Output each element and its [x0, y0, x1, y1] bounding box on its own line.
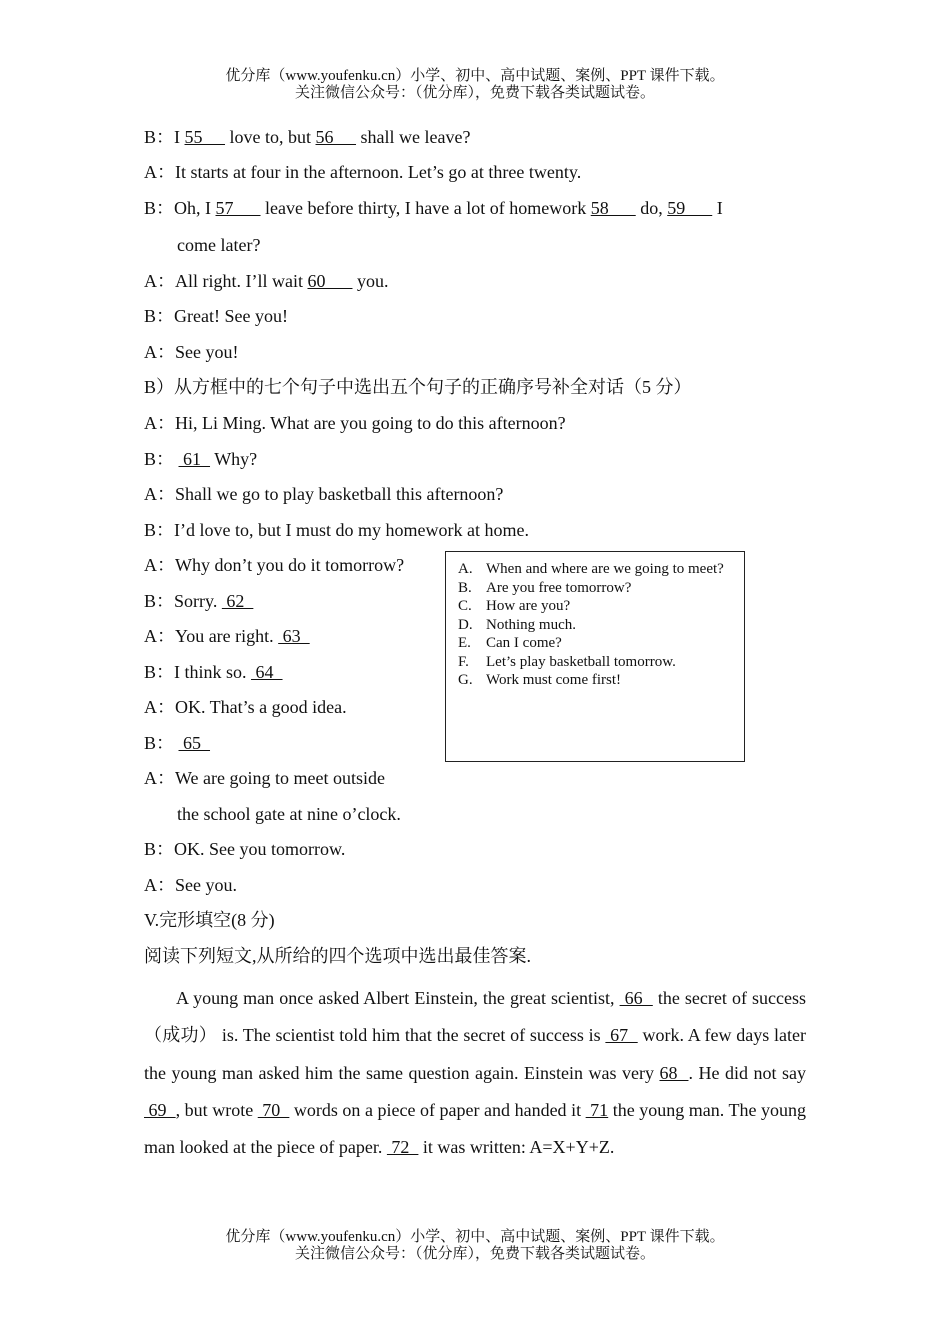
speaker: A：	[144, 162, 175, 182]
speaker: B：	[144, 306, 175, 326]
speaker: B：	[144, 591, 175, 611]
blank-65: 65	[178, 733, 211, 753]
page-footer	[0, 1229, 950, 1263]
section-5-instruction: 阅读下列短文,从所给的四个选项中选出最佳答案.	[144, 946, 531, 966]
speaker: A：	[144, 768, 175, 788]
dialogue-line: A：Shall we go to play basketball this afternoon?	[144, 484, 504, 504]
option-d: D. Nothing much.	[458, 616, 576, 633]
option-a: A. When and where are we going to meet?	[458, 561, 724, 577]
dialogue-line: B：Oh, I 57 leave before thirty, I have a lot of homework 58 do, 59 I	[144, 198, 723, 218]
speaker: B：	[144, 733, 175, 753]
dialogue-line: A：See you.	[144, 875, 237, 895]
section-b-title: B）从方框中的七个句子中选出五个句子的正确序号补全对话（5 分）	[144, 377, 692, 397]
options-box	[445, 551, 745, 762]
dialogue-line: A：We are going to meet outside	[144, 768, 385, 788]
dialogue-line-continued: the school gate at nine o’clock.	[177, 804, 401, 824]
dialogue-line: B：Great! See you!	[144, 306, 288, 326]
option-f: F. Let’s play basketball tomorrow.	[458, 653, 676, 670]
blank-62: 62	[221, 591, 254, 611]
blank-55: 55	[184, 127, 226, 147]
dialogue-line: A：You are right. 63	[144, 626, 310, 646]
blank-69: 69	[144, 1099, 176, 1120]
speaker: A：	[144, 697, 175, 717]
speaker: B：	[144, 839, 175, 859]
header-line-1: 优分库（www.youfenku.cn）小学、初中、高中试题、案例、PPT 课件下载。	[225, 68, 725, 84]
dialogue-line	[144, 732, 210, 754]
speaker: A：	[144, 413, 175, 433]
blank-70: 70	[257, 1099, 290, 1120]
cloze-passage: A young man once asked Albert Einstein, the great scientist, 66 the secret of success（成功） is. The scientist told him that the secret of success is 67 work. A few days later the young man asked him the same question again. Einstein was very 68 . He did not say 69 , but wrote 70 words on a piece of paper and handed it 71 the young man. The young man looked at the piece of paper. 72 it was written: A=X+Y+Z.	[144, 988, 807, 1158]
speaker: B：	[144, 127, 175, 147]
speaker: A：	[144, 626, 175, 646]
speaker: A：	[144, 271, 175, 291]
dialogue-line: A：All right. I’ll wait 60 you.	[144, 271, 389, 291]
blank-60: 60	[307, 271, 353, 291]
blank-68: 68	[659, 1062, 689, 1083]
dialogue-line: B：I 55 love to, but 56 shall we leave?	[144, 127, 471, 147]
option-e: E. Can I come?	[458, 635, 562, 651]
blank-64: 64	[251, 662, 283, 682]
speaker: A：	[144, 555, 175, 575]
blank-58: 58	[590, 198, 636, 218]
speaker: B：	[144, 198, 175, 218]
dialogue-line: A：See you!	[144, 342, 239, 362]
speaker: A：	[144, 875, 175, 895]
blank-71: 71	[585, 1099, 609, 1120]
option-b: B. Are you free tomorrow?	[458, 579, 632, 596]
blank-57: 57	[215, 198, 261, 218]
blank-72: 72	[386, 1137, 419, 1158]
dialogue-line: A：It starts at four in the afternoon. Let’s go at three twenty.	[144, 162, 582, 182]
blank-56: 56	[315, 127, 357, 147]
speaker: A：	[144, 342, 175, 362]
dialogue-line: B：OK. See you tomorrow.	[144, 839, 346, 859]
dialogue-line: A：Why don’t you do it tomorrow?	[144, 555, 405, 575]
blank-66: 66	[619, 988, 653, 1008]
header-line-2: 关注微信公众号：（优分库），免费下载各类试题试卷。	[294, 85, 655, 101]
speaker: B：	[144, 662, 175, 682]
blank-63: 63	[278, 626, 310, 646]
page-header	[0, 68, 950, 102]
speaker: B：	[144, 449, 175, 469]
footer-line-1: 优分库（www.youfenku.cn）小学、初中、高中试题、案例、PPT 课件下载。	[225, 1229, 725, 1245]
dialogue-line: A：Hi, Li Ming. What are you going to do this afternoon?	[144, 413, 566, 433]
dialogue-line: B： 61 Why?	[144, 449, 258, 469]
option-g: G. Work must come first!	[458, 672, 622, 688]
speaker: B：	[144, 520, 175, 540]
speaker: A：	[144, 484, 175, 504]
blank-67: 67	[605, 1025, 638, 1046]
option-c: C. How are you?	[458, 598, 571, 614]
blank-59: 59	[667, 198, 713, 218]
dialogue-line: A：OK. That’s a good idea.	[144, 697, 347, 717]
dialogue-line: B：I’d love to, but I must do my homework at home.	[144, 520, 529, 540]
footer-line-2: 关注微信公众号：（优分库），免费下载各类试题试卷。	[294, 1246, 655, 1262]
dialogue-line: B：I think so. 64	[144, 662, 283, 682]
section-5-title: V.完形填空(8 分)	[144, 910, 275, 930]
blank-61: 61	[178, 449, 211, 469]
dialogue-line-continued: come later?	[177, 235, 261, 255]
dialogue-line: B：Sorry. 62	[144, 591, 254, 611]
